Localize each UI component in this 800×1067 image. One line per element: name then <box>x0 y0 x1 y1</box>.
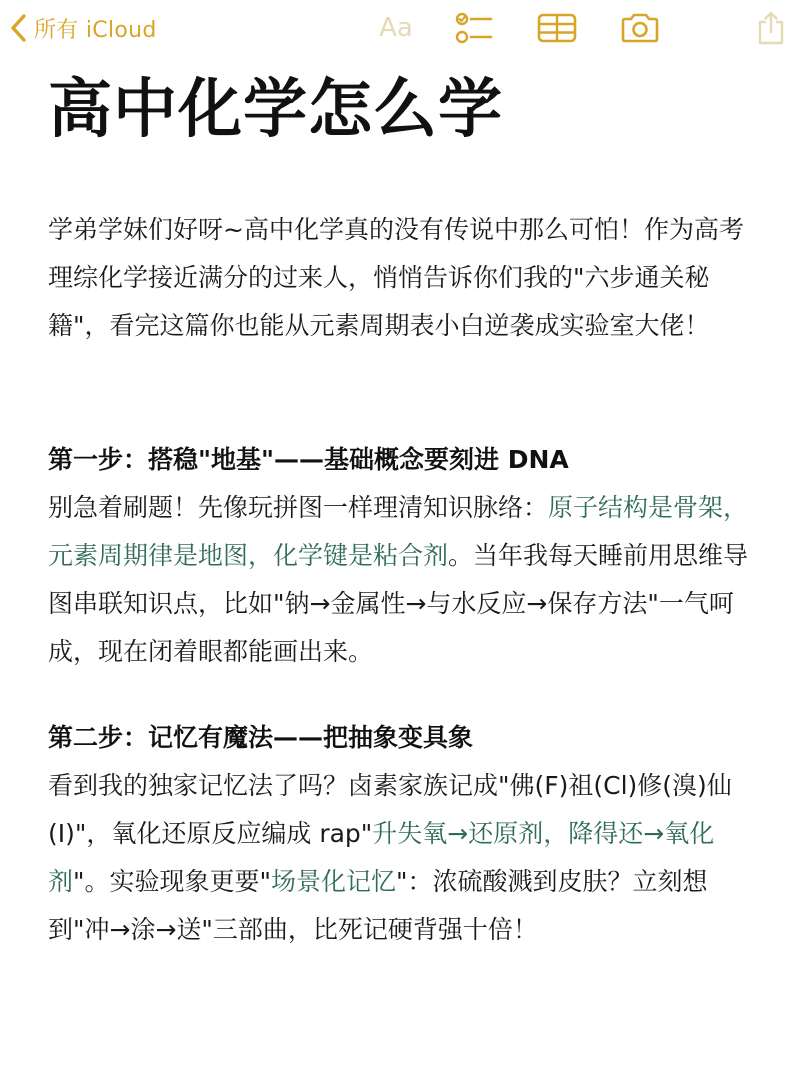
back-button-label: 所有 iCloud <box>34 17 157 43</box>
step2-highlight-rap: 升失氧→还原剂，降得还→氧化剂 <box>48 819 715 896</box>
format-button[interactable]: Aa <box>379 13 413 43</box>
step2-text-after: "：浓硫酸溅到皮肤？立刻想到"冲→涂→送"三部曲，比死记硬背强十倍！ <box>48 867 708 944</box>
camera-icon <box>619 12 661 44</box>
camera-button[interactable] <box>616 8 664 48</box>
checklist-icon <box>455 11 495 45</box>
note-toolbar <box>0 0 800 58</box>
step1-paragraph[interactable] <box>48 484 760 676</box>
step1-highlight: 原子结构是骨架，元素周期律是地图，化学键是粘合剂 <box>48 493 749 570</box>
chevron-left-icon <box>10 13 28 43</box>
table-button[interactable] <box>534 8 580 48</box>
step1-heading[interactable]: 第一步：搭稳"地基"——基础概念要刻进 DNA <box>48 445 569 474</box>
intro-paragraph[interactable]: 学弟学妹们好呀~高中化学真的没有传说中那么可怕！作为高考理综化学接近满分的过来人，悄悄告诉你们我的"六步通关秘籍"，看完这篇你也能从元素周期表小白逆袭成实验室大佬！ <box>48 215 744 340</box>
checklist-button[interactable] <box>452 8 498 48</box>
step2-heading[interactable]: 第二步：记忆有魔法——把抽象变具象 <box>48 723 474 752</box>
step1-text-before: 别急着刷题！先像玩拼图一样理清知识脉络： <box>48 493 549 522</box>
share-button[interactable] <box>752 8 790 48</box>
step1-text-after: 。当年我每天睡前用思维导图串联知识点，比如"钠→金属性→与水反应→保存方法"一气呵成，现在闭着眼都能画出来。 <box>48 541 749 666</box>
step2-text-middle: "。实验现象更要" <box>73 867 272 896</box>
table-icon <box>537 13 577 43</box>
step2-paragraph[interactable] <box>48 762 760 954</box>
note-title[interactable]: 高中化学怎么学 <box>48 73 503 147</box>
step2-text-before: 看到我的独家记忆法了吗？卤素家族记成"佛(F)祖(Cl)修(溴)仙(I)"，氧化还原反应编成 rap" <box>48 771 732 848</box>
back-button[interactable] <box>10 10 157 46</box>
step2-highlight-scene: 场景化记忆 <box>271 867 397 896</box>
share-icon <box>756 10 786 46</box>
